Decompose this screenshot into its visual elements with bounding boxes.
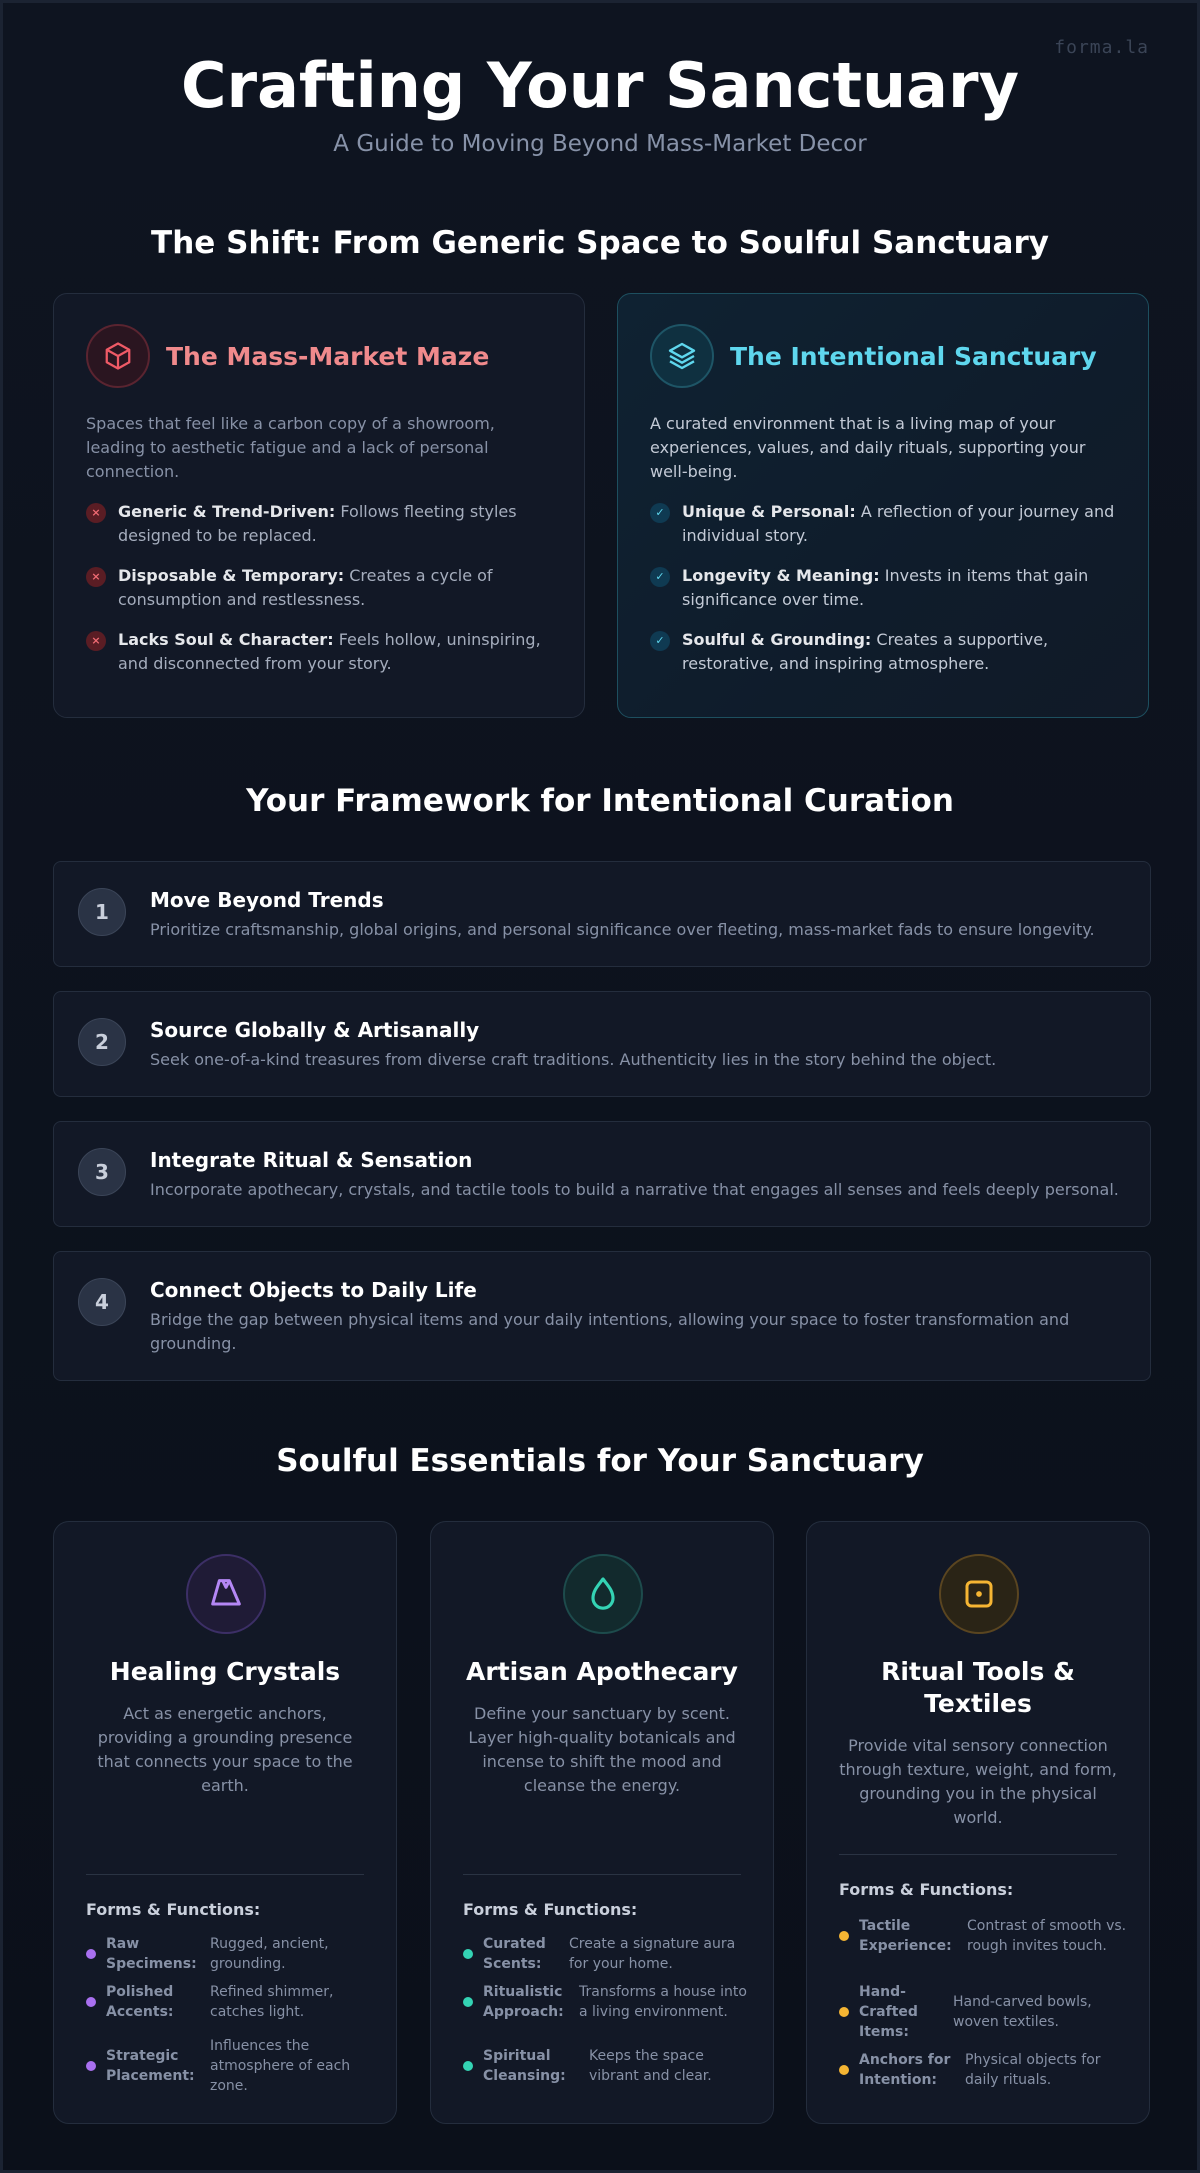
form-item-label: Strategic Placement: xyxy=(106,2048,195,2084)
check-icon: ✓ xyxy=(650,503,670,523)
bullet-dot xyxy=(463,2061,473,2071)
form-item xyxy=(86,2036,376,2096)
mass-market-title: The Mass-Market Maze xyxy=(166,341,490,371)
step-title: Integrate Ritual & Sensation xyxy=(150,1148,473,1172)
forms-label: Forms & Functions: xyxy=(86,1900,261,1919)
step-title: Source Globally & Artisanally xyxy=(150,1018,480,1042)
step-number: 4 xyxy=(78,1278,126,1326)
essential-description: Provide vital sensory connection through texture, weight, and form, grounding you in the physical world. xyxy=(839,1736,1117,1827)
item-label: Generic & Trend-Driven: xyxy=(118,502,336,521)
forms-label: Forms & Functions: xyxy=(839,1880,1014,1899)
step-description: Incorporate apothecary, crystals, and tactile tools to build a narrative that engages all senses and feels deeply personal. xyxy=(150,1180,1119,1199)
list-item xyxy=(650,500,1116,548)
framework-step-2 xyxy=(53,991,1151,1097)
item-text: Creates a supportive, restorative, and inspiring atmosphere. xyxy=(682,630,1049,673)
form-item-text: Physical objects for daily rituals. xyxy=(965,2052,1101,2088)
page-title: Crafting Your Sanctuary xyxy=(181,49,1019,122)
form-item xyxy=(86,1934,376,1974)
list-item xyxy=(86,564,552,612)
sanctuary-title: The Intentional Sanctuary xyxy=(730,341,1097,371)
form-item-text: Rugged, ancient, grounding. xyxy=(210,1936,329,1972)
step-description: Bridge the gap between physical items and your daily intentions, allowing your space to foster transformation and grounding. xyxy=(150,1310,1070,1353)
mass-market-description: Spaces that feel like a carbon copy of a showroom, leading to aesthetic fatigue and a lack of personal connection. xyxy=(86,414,495,481)
form-item xyxy=(86,1982,376,2022)
form-item-label: Polished Accents: xyxy=(106,1984,174,2020)
step-number: 3 xyxy=(78,1148,126,1196)
essential-card-apothecary xyxy=(430,1521,774,2124)
box-icon xyxy=(939,1554,1019,1634)
item-label: Soulful & Grounding: xyxy=(682,630,872,649)
sanctuary-list xyxy=(650,500,1116,676)
divider xyxy=(463,1874,741,1875)
form-item-label: Hand-Crafted Items: xyxy=(859,1984,918,2040)
form-item xyxy=(839,2050,1129,2090)
item-text: Follows fleeting styles designed to be replaced. xyxy=(118,502,517,545)
sanctuary-description: A curated environment that is a living map of your experiences, values, and daily rituals, supporting your well-being. xyxy=(650,414,1086,481)
x-icon: × xyxy=(86,567,106,587)
form-item-text: Influences the atmosphere of each zone. xyxy=(210,2038,351,2094)
forms-label: Forms & Functions: xyxy=(463,1900,638,1919)
bullet-dot xyxy=(839,1931,849,1941)
x-icon: × xyxy=(86,631,106,651)
step-description: Seek one-of-a-kind treasures from diverse craft traditions. Authenticity lies in the story behind the object. xyxy=(150,1050,997,1069)
form-item xyxy=(839,1916,1129,1956)
essential-card-crystals xyxy=(53,1521,397,2124)
bullet-dot xyxy=(463,1949,473,1959)
layers-icon xyxy=(650,324,714,388)
step-title: Connect Objects to Daily Life xyxy=(150,1278,477,1302)
droplet-icon xyxy=(563,1554,643,1634)
essential-title: Artisan Apothecary xyxy=(466,1657,738,1686)
item-label: Lacks Soul & Character: xyxy=(118,630,334,649)
list-item xyxy=(650,628,1116,676)
framework-step-1 xyxy=(53,861,1151,967)
cube-icon xyxy=(86,324,150,388)
form-item-label: Spiritual Cleansing: xyxy=(483,2048,566,2084)
form-item xyxy=(463,1934,753,1974)
crystal-icon xyxy=(186,1554,266,1634)
step-title: Move Beyond Trends xyxy=(150,888,384,912)
step-description: Prioritize craftsmanship, global origins, and personal significance over fleeting, mass-market fads to ensure longevity. xyxy=(150,920,1095,939)
shift-heading: The Shift: From Generic Space to Soulful Sanctuary xyxy=(151,225,1049,261)
form-item xyxy=(839,1982,1129,2042)
bullet-dot xyxy=(839,2007,849,2017)
form-item-label: Anchors for Intention: xyxy=(859,2052,951,2088)
step-number: 2 xyxy=(78,1018,126,1066)
form-item-text: Create a signature aura for your home. xyxy=(569,1936,736,1972)
bullet-dot xyxy=(86,2061,96,2071)
essential-description: Act as energetic anchors, providing a grounding presence that connects your space to the earth. xyxy=(97,1704,353,1795)
essential-card-ritual-tools xyxy=(806,1521,1150,2124)
form-item-text: Refined shimmer, catches light. xyxy=(210,1984,334,2020)
form-item xyxy=(463,2046,753,2086)
form-item-text: Transforms a house into a living environment. xyxy=(579,1984,747,2020)
framework-step-4 xyxy=(53,1251,1151,1381)
form-item-label: Tactile Experience: xyxy=(859,1918,952,1954)
item-label: Disposable & Temporary: xyxy=(118,566,345,585)
form-item-text: Hand-carved bowls, woven textiles. xyxy=(953,1994,1092,2030)
item-text: Creates a cycle of consumption and restlessness. xyxy=(118,566,493,609)
item-text: Feels hollow, uninspiring, and disconnected from your story. xyxy=(118,630,541,673)
framework-heading: Your Framework for Intentional Curation xyxy=(246,783,954,819)
list-item xyxy=(86,628,552,676)
bullet-dot xyxy=(463,1997,473,2007)
step-number: 1 xyxy=(78,888,126,936)
form-item xyxy=(463,1982,753,2022)
bullet-dot xyxy=(86,1997,96,2007)
check-icon: ✓ xyxy=(650,631,670,651)
list-item xyxy=(86,500,552,548)
form-item-label: Raw Specimens: xyxy=(106,1936,197,1972)
bullet-dot xyxy=(86,1949,96,1959)
check-icon: ✓ xyxy=(650,567,670,587)
essential-title: Ritual Tools & Textiles xyxy=(881,1657,1075,1718)
essentials-heading: Soulful Essentials for Your Sanctuary xyxy=(276,1443,924,1479)
framework-step-3 xyxy=(53,1121,1151,1227)
form-item-label: Curated Scents: xyxy=(483,1936,546,1972)
item-label: Unique & Personal: xyxy=(682,502,856,521)
form-item-label: Ritualistic Approach: xyxy=(483,1984,564,2020)
form-item-text: Contrast of smooth vs. rough invites touch. xyxy=(967,1918,1127,1954)
x-icon: × xyxy=(86,503,106,523)
watermark: forma.la xyxy=(1054,37,1149,58)
list-item xyxy=(650,564,1116,612)
item-label: Longevity & Meaning: xyxy=(682,566,880,585)
mass-market-card xyxy=(53,293,585,718)
form-item-text: Keeps the space vibrant and clear. xyxy=(589,2048,712,2084)
page-subtitle: A Guide to Moving Beyond Mass-Market Decor xyxy=(333,131,867,157)
item-text: A reflection of your journey and individual story. xyxy=(682,502,1115,545)
bullet-dot xyxy=(839,2065,849,2075)
sanctuary-card xyxy=(617,293,1149,718)
essential-title: Healing Crystals xyxy=(109,1657,341,1686)
mass-market-list xyxy=(86,500,552,676)
divider xyxy=(86,1874,364,1875)
essential-description: Define your sanctuary by scent. Layer high-quality botanicals and incense to shift the mood and cleanse the energy. xyxy=(468,1704,736,1795)
item-text: Invests in items that gain significance over time. xyxy=(682,566,1089,609)
divider xyxy=(839,1854,1117,1855)
